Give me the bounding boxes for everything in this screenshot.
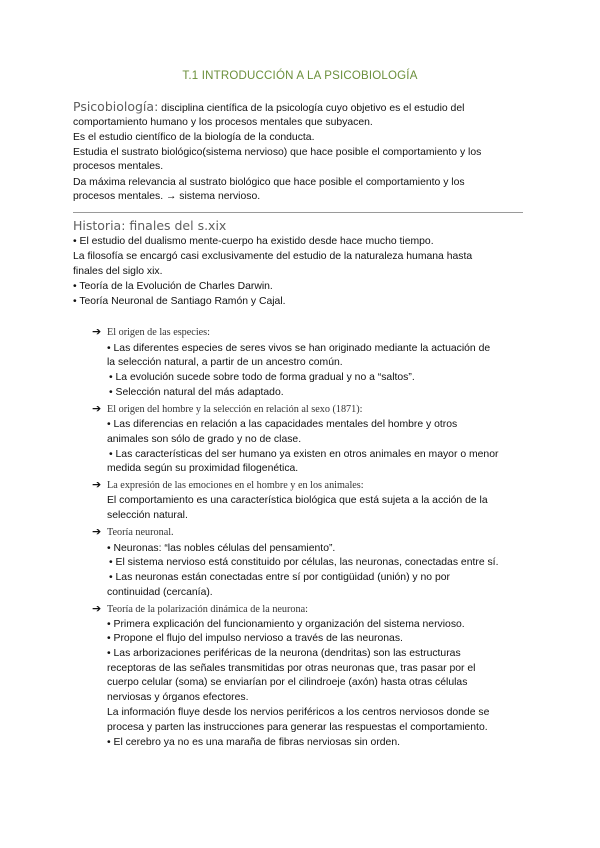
history-line: • Teoría Neuronal de Santiago Ramón y Cajal. <box>73 296 286 307</box>
section-line: La información fluye desde los nervios periféricos a los centros nerviosos donde se <box>107 707 490 718</box>
arrow-icon: ➔ <box>92 325 102 338</box>
section-line: • El cerebro ya no es una maraña de fibras nerviosas sin orden. <box>107 737 401 748</box>
section-line: • Las diferencias en relación a las capacidades mentales del hombre y otros <box>107 419 458 430</box>
definition-line: comportamiento humano y los procesos mentales que subyacen. <box>73 117 373 128</box>
section-line: • La evolución sucede sobre todo de forma gradual y no a “saltos”. <box>109 372 415 383</box>
definition-term: Psicobiología: <box>73 99 159 114</box>
definition-line: procesos mentales. <box>73 161 164 172</box>
history-heading: Historia: finales del s.xix <box>73 218 227 233</box>
arrow-icon: ➔ <box>92 478 102 491</box>
arrow-icon: ➔ <box>92 525 102 538</box>
history-line: • Teoría de la Evolución de Charles Darwin. <box>73 281 273 292</box>
history-line: • El estudio del dualismo mente-cuerpo ha existido desde hace mucho tiempo. <box>73 236 434 247</box>
history-line: La filosofía se encargó casi exclusivamente del estudio de la naturaleza humana hasta <box>73 251 473 262</box>
definition-line: Estudia el sustrato biológico(sistema nervioso) que hace posible el comportamiento y los <box>73 147 482 158</box>
section-line: selección natural. <box>107 510 188 521</box>
section-line: • Selección natural del más adaptado. <box>109 387 284 398</box>
section-line: • Propone el flujo del impulso nervioso a través de las neuronas. <box>107 633 403 644</box>
section-line: • Neuronas: “las nobles células del pensamiento”. <box>107 543 336 554</box>
section-line: • Las arborizaciones periféricas de la neurona (dendritas) son las estructuras <box>107 648 461 659</box>
section-line: nerviosas y órganos efectores. <box>107 692 249 703</box>
section-line: cuerpo celular (soma) se enviarían por el cilindroeje (axón) hasta otras células <box>107 677 468 688</box>
section-line: El comportamiento es una característica biológica que está sujeta a la acción de la <box>107 495 488 506</box>
section-line: • El sistema nervioso está constituido por células, las neuronas, conectadas entre sí. <box>109 557 499 568</box>
section-title: El origen del hombre y la selección en relación al sexo (1871): <box>107 404 363 415</box>
section-line: • Las características del ser humano ya existen en otros animales en mayor o menor <box>109 449 499 460</box>
section-line: • Las neuronas están conectadas entre sí por contigüidad (unión) y no por <box>109 572 450 583</box>
arrow-icon: ➔ <box>92 402 102 415</box>
section-line: • Primera explicación del funcionamiento y organización del sistema nervioso. <box>107 619 465 630</box>
definition-line: disciplina científica de la psicología cuyo objetivo es el estudio del <box>158 103 465 114</box>
definition-first-line <box>73 100 464 116</box>
section-title: El origen de las especies: <box>107 327 210 338</box>
section-line: receptoras de las señales transmitidas por otras neuronas que, tras pasar por el <box>107 663 476 674</box>
section-line: animales son sólo de grado y no de clase. <box>107 434 302 445</box>
arrow-icon: ➔ <box>92 602 102 615</box>
history-line: finales del siglo xix. <box>73 266 163 277</box>
page-title: T.1 INTRODUCCIÓN A LA PSICOBIOLOGÍA <box>182 70 418 82</box>
definition-line: Da máxima relevancia al sustrato biológico que hace posible el comportamiento y los <box>73 177 465 188</box>
section-title: Teoría de la polarización dinámica de la neurona: <box>107 604 308 615</box>
section-divider <box>73 212 523 213</box>
definition-line: procesos mentales. → sistema nervioso. <box>73 191 261 202</box>
section-line: • Las diferentes especies de seres vivos se han originado mediante la actuación de <box>107 343 491 354</box>
section-line: continuidad (cercanía). <box>107 587 213 598</box>
section-title: Teoría neuronal. <box>107 527 174 538</box>
section-line: la selección natural, a partir de un ancestro común. <box>107 357 343 368</box>
section-title: La expresión de las emociones en el hombre y en los animales: <box>107 480 364 491</box>
section-line: procesa y parten las instrucciones para generar las respuestas el comportamiento. <box>107 722 488 733</box>
definition-line: Es el estudio científico de la biología de la conducta. <box>73 132 315 143</box>
section-line: medida según su proximidad filogenética. <box>107 463 299 474</box>
